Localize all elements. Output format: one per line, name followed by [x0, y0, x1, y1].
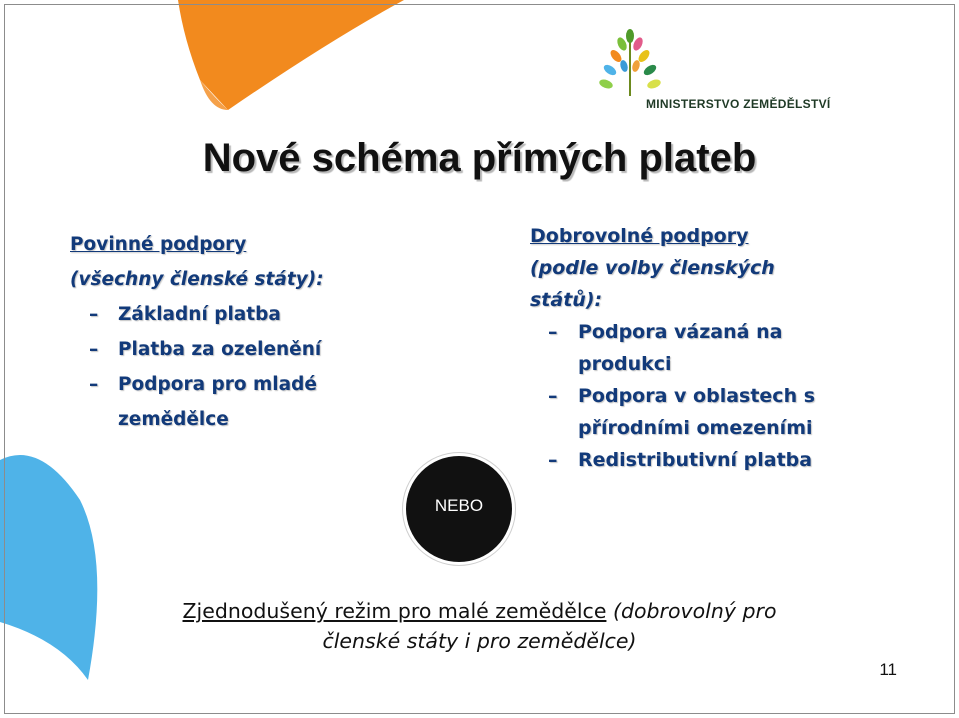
- list-item-text: Podpora pro mladé: [118, 374, 317, 395]
- list-item: [70, 297, 420, 332]
- ministry-name: MINISTERSTVO ZEMĚDĚLSTVÍ: [646, 97, 831, 111]
- or-badge-label: NEBO: [434, 496, 484, 515]
- list-item-text: Podpora v oblastech s: [578, 385, 816, 407]
- dash-bullet: –: [548, 449, 558, 471]
- list-item: [70, 367, 420, 402]
- dash-bullet: –: [548, 385, 558, 407]
- small-farmers-scheme: [0, 596, 959, 656]
- small-farmers-note: (dobrovolný pro: [612, 599, 777, 623]
- dash-bullet: –: [89, 374, 99, 395]
- mandatory-support-column: [70, 227, 420, 437]
- list-item: [530, 316, 890, 348]
- mandatory-subheading: (všechny členské státy):: [70, 269, 324, 290]
- mandatory-heading: Povinné podpory: [70, 234, 247, 255]
- or-badge: [406, 456, 512, 562]
- list-item: [70, 332, 420, 367]
- dash-bullet: –: [548, 321, 558, 343]
- ministry-wheat-logo-icon: [592, 28, 822, 128]
- small-farmers-title: Zjednodušený režim pro malé zemědělce: [182, 599, 607, 623]
- list-item-text: Platba za ozelenění: [118, 339, 322, 360]
- voluntary-subheading: (podle volby členských: [530, 257, 775, 279]
- page-number: 11: [879, 660, 897, 679]
- voluntary-support-column: [530, 220, 890, 476]
- list-item-text: Podpora vázaná na: [578, 321, 783, 343]
- dash-bullet: –: [89, 339, 99, 360]
- small-farmers-note-continuation: členské státy i pro zemědělce): [322, 629, 637, 653]
- list-item-continuation: produkci: [578, 353, 672, 375]
- list-item-continuation: zemědělce: [118, 409, 229, 430]
- dash-bullet: –: [89, 304, 99, 325]
- list-item: [530, 444, 890, 476]
- list-item-text: Základní platba: [118, 304, 281, 325]
- voluntary-heading: Dobrovolné podpory: [530, 225, 749, 247]
- voluntary-subheading-continuation: států):: [530, 289, 603, 311]
- slide-title: Nové schéma přímých plateb: [202, 136, 757, 180]
- list-item: [530, 380, 890, 412]
- list-item-text: Redistributivní platba: [578, 449, 813, 471]
- small-farmers-line-1: [0, 596, 959, 626]
- list-item-continuation: přírodními omezeními: [578, 417, 813, 439]
